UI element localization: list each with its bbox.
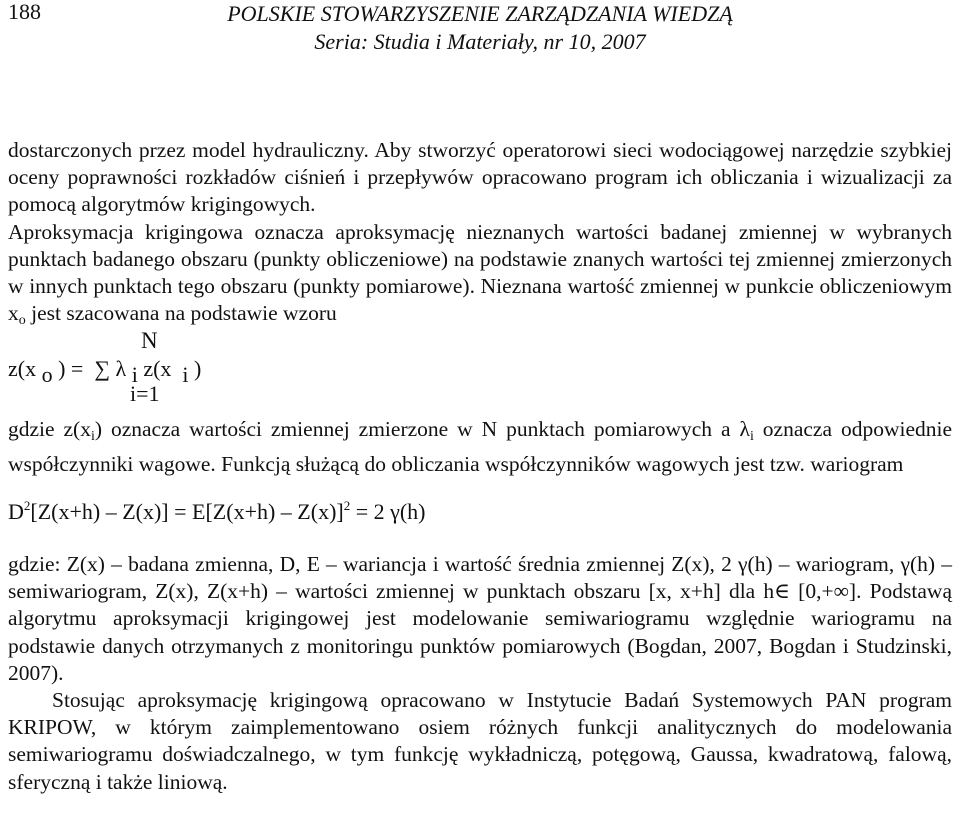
formula-zx: z(x (143, 356, 172, 382)
subscript-i-1: i (90, 429, 95, 445)
paragraph-2-end: jest szacowana na podstawie wzoru (25, 301, 337, 326)
paragraph-3-a: gdzie z(x (8, 417, 91, 442)
formula-zx-sub: i (182, 362, 189, 388)
variogram-sup-2: 2 (343, 497, 351, 513)
lambda-symbol: λ (115, 356, 127, 382)
sum-upper-limit: N (141, 328, 158, 354)
sum-symbol: ∑ (94, 356, 111, 382)
formula-lhs-sub: o (41, 362, 53, 388)
paragraph-1: dostarczonych przez model hydrauliczny. Aby stworzyć operatorowi sieci wodociągowej narzędzie szybkiej oceny poprawności rozkładów ciśnień i przepływów opracowano program ich obliczania i wizualizacji za pomocą algorytmów krigingowych. (8, 138, 952, 217)
paragraph-3-b: ) oznacza wartości zmiennej zmierzone w N punktach pomiarowych a λ (94, 417, 750, 442)
page-number: 188 (8, 0, 41, 24)
body-text (8, 137, 952, 796)
journal-title: POLSKIE STOWARZYSZENIE ZARZĄDZANIA WIEDZĄ (227, 1, 733, 26)
journal-series: Seria: Studia i Materiały, nr 10, 2007 (314, 29, 646, 54)
formula-zx-close: ) (194, 356, 202, 382)
running-header (0, 0, 960, 56)
formula-lhs-close: ) = (58, 356, 84, 382)
variogram-formula (8, 492, 952, 525)
paragraph-4: gdzie: Z(x) – badana zmienna, D, E – wariancja i wartość średnia zmiennej Z(x), 2 γ(h) – wariogram, γ(h) – semiwariogram, Z(x), Z(x+h) – wartości zmiennej w punktach obszaru [x, x+h] dla h∈ [0,+∞]. Podstawą algorytmu aproksymacji krigingowej jest modelowanie semiwariogramu względnie wariogramu na podstawie danych otrzymanych z monitoringu punktów pomiarowych (Bogdan, 2007, Bogdan i Studzinski, 2007). (8, 552, 952, 685)
paragraph-2 (8, 219, 952, 335)
kriging-formula (8, 328, 952, 416)
sum-lower-limit: i=1 (130, 381, 160, 407)
lambda-sub: i (131, 362, 138, 388)
formula-main (8, 355, 202, 388)
paragraph-5: Stosując aproksymację krigingową opracowano w Instytucie Badań Systemowych PAN program KRIPOW, w którym zaimplementowano osiem różnych funkcji analitycznych do modelowania semiwariogramu doświadczalnego, w tym funkcję wykładniczą, potęgową, Gaussa, kwadratową, falową, sferyczną i także liniową. (8, 688, 952, 794)
paragraph-3 (8, 416, 952, 477)
formula-lhs: z(x (8, 356, 37, 382)
subscript-o: o (18, 313, 26, 329)
paragraph-3-c: oznacza odpowiednie współczynniki wagowe. Funkcją służącą do obliczania współczynników wagowych jest tzw. wariogram (8, 417, 952, 476)
variogram-a: D (8, 498, 24, 524)
subscript-i-2: i (749, 429, 754, 445)
variogram-c: = 2 γ(h) (350, 498, 426, 524)
variogram-b: [Z(x+h) – Z(x)] = E[Z(x+h) – Z(x)] (30, 498, 344, 524)
variogram-sup-1: 2 (23, 497, 31, 513)
paragraph-2-text: Aproksymacja krigingowa oznacza aproksymację nieznanych wartości badanej zmiennej w wybranych punktach badanego obszaru (punkty obliczeniowe) na podstawie znanych wartości tej zmiennej zmierzonych w innych punktach tego obszaru (punkty pomiarowe). Nieznana wartość zmiennej w punkcie obliczeniowym x (8, 219, 952, 326)
